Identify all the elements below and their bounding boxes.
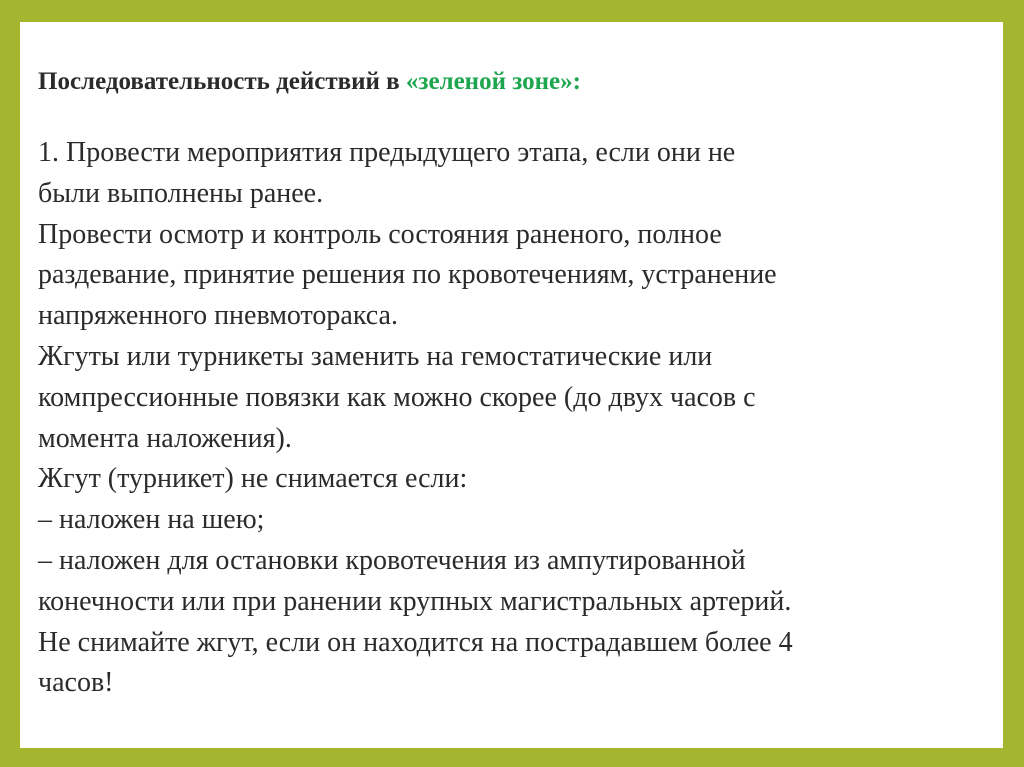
slide-card <box>20 22 1003 748</box>
body-line: Жгуты или турникеты заменить на гемостатические или <box>38 340 713 372</box>
body-line: были выполнены ранее. <box>38 177 324 209</box>
body-line: – наложен на шею; <box>38 504 265 536</box>
body-line: часов! <box>38 667 114 699</box>
heading-accent: «зеленой зоне»: <box>405 68 581 95</box>
body-line: конечности или при ранении крупных магистральных артерий. <box>38 585 792 617</box>
body-line: компрессионные повязки как можно скорее (до двух часов с <box>38 381 756 413</box>
body-line: напряженного пневмоторакса. <box>38 300 398 332</box>
body-text <box>38 133 978 704</box>
heading-prefix: Последовательность действий в <box>38 68 406 95</box>
slide-heading <box>38 67 978 97</box>
slide-content <box>38 67 978 704</box>
body-line: Провести осмотр и контроль состояния раненого, полное <box>38 218 722 250</box>
body-line: – наложен для остановки кровотечения из ампутированной <box>38 544 746 576</box>
body-line: Жгут (турникет) не снимается если: <box>38 463 468 495</box>
body-line: момента наложения). <box>38 422 292 454</box>
body-line: 1. Провести мероприятия предыдущего этапа, если они не <box>38 137 736 168</box>
body-line: Не снимайте жгут, если он находится на пострадавшем более 4 <box>38 626 793 658</box>
body-line: раздевание, принятие решения по кровотечениям, устранение <box>38 259 777 291</box>
